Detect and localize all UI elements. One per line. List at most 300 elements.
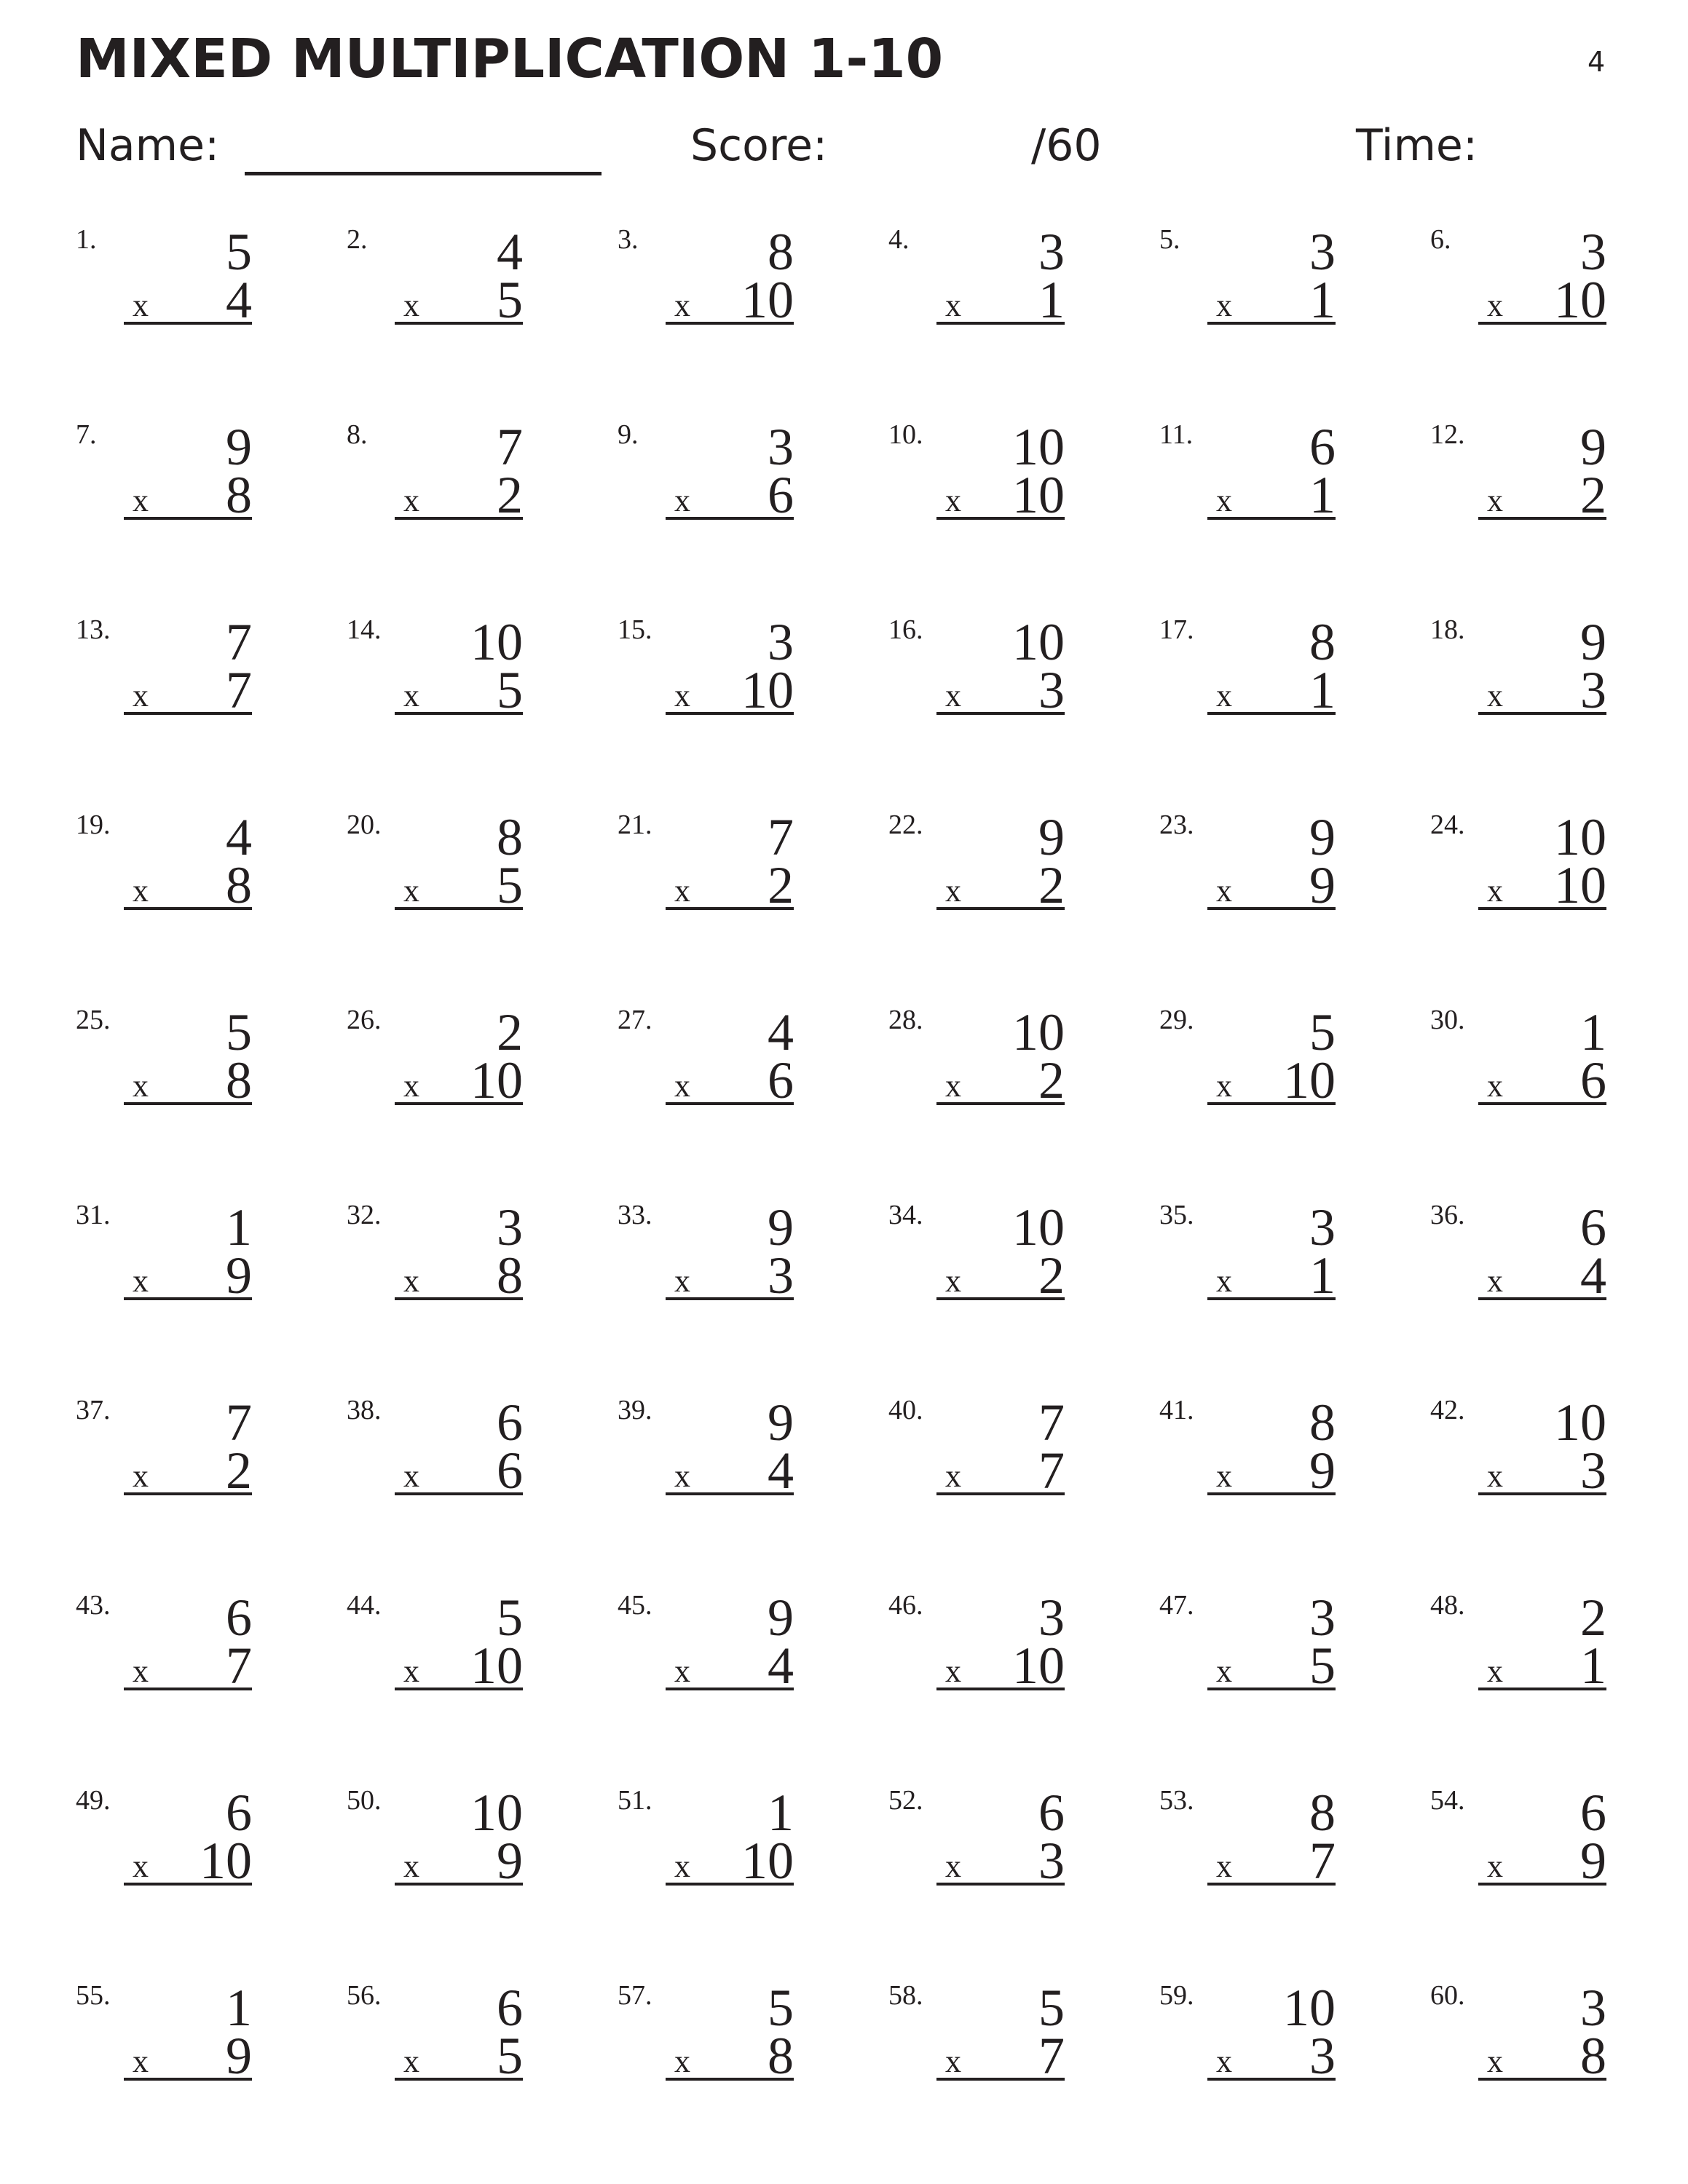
- multiplier: 10: [1012, 466, 1065, 524]
- multiplicand: 9: [1580, 613, 1606, 671]
- problem-item: [347, 1393, 523, 1542]
- problem-item: [347, 1979, 523, 2127]
- answer-line: [936, 464, 1065, 524]
- multiplier: 8: [768, 2027, 794, 2085]
- answer-line: [1207, 1050, 1336, 1109]
- answer-line: [1207, 1440, 1336, 1500]
- multiplier: 9: [1309, 856, 1336, 914]
- problem-number: 32.: [347, 1200, 382, 1230]
- answer-line: [124, 1830, 252, 1890]
- answer-line: [124, 1050, 252, 1109]
- answer-line: [666, 1635, 794, 1695]
- multiply-sign: x: [1216, 2043, 1232, 2079]
- problem-number: 58.: [888, 1980, 923, 2011]
- answer-line: [936, 660, 1065, 719]
- problem-number: 40.: [888, 1395, 923, 1425]
- multiplier: 8: [1580, 2027, 1606, 2085]
- answer-line: [1478, 1440, 1606, 1500]
- multiplier: 3: [1038, 1832, 1065, 1890]
- problem-number: 21.: [618, 810, 652, 840]
- problem-number: 5.: [1159, 224, 1180, 255]
- multiplier: 2: [1038, 1051, 1065, 1109]
- multiplier: 7: [1038, 1441, 1065, 1500]
- problem-number: 10.: [888, 419, 923, 450]
- problem-number: 26.: [347, 1005, 382, 1035]
- problem-number: 9.: [618, 419, 639, 450]
- problem-number: 23.: [1159, 810, 1194, 840]
- multiplicand: 4: [226, 808, 252, 866]
- multiplicand: 5: [226, 223, 252, 281]
- multiply-sign: x: [1487, 1068, 1503, 1104]
- answer-line: [1207, 1635, 1336, 1695]
- problem-item: [347, 613, 523, 761]
- problem-number: 56.: [347, 1980, 382, 2011]
- multiply-sign: x: [945, 873, 961, 909]
- multiplicand: 7: [497, 418, 523, 476]
- multiplicand: 3: [1580, 223, 1606, 281]
- multiplicand: 6: [226, 1784, 252, 1842]
- problem-item: [888, 808, 1065, 957]
- problem-number: 29.: [1159, 1005, 1194, 1035]
- answer-line: [395, 1245, 523, 1305]
- answer-line: [124, 269, 252, 329]
- problem-number: 24.: [1430, 810, 1465, 840]
- multiply-sign: x: [133, 678, 149, 713]
- multiplier: 10: [741, 1832, 794, 1890]
- problem-item: [618, 613, 794, 761]
- answer-line: [124, 1245, 252, 1305]
- answer-line: [1478, 1050, 1606, 1109]
- multiplicand: 10: [1012, 1198, 1065, 1257]
- multiplier: 6: [768, 1051, 794, 1109]
- multiply-sign: x: [403, 2043, 419, 2079]
- multiplicand: 3: [768, 418, 794, 476]
- problem-item: [1430, 1588, 1606, 1737]
- multiply-sign: x: [403, 678, 419, 713]
- multiply-sign: x: [945, 1068, 961, 1104]
- multiply-sign: x: [403, 1068, 419, 1104]
- multiplier: 2: [1038, 856, 1065, 914]
- problem-number: 31.: [76, 1200, 111, 1230]
- multiply-sign: x: [945, 678, 961, 713]
- multiply-sign: x: [1216, 678, 1232, 713]
- answer-line: [1207, 464, 1336, 524]
- multiplier: 5: [1309, 1637, 1336, 1695]
- answer-line: [124, 855, 252, 914]
- problem-item: [888, 1588, 1065, 1737]
- multiplier: 9: [226, 2027, 252, 2085]
- answer-line: [1207, 269, 1336, 329]
- multiplier: 7: [226, 661, 252, 719]
- problem-item: [1430, 1393, 1606, 1542]
- problem-number: 27.: [618, 1005, 652, 1035]
- problem-number: 15.: [618, 614, 652, 645]
- multiplicand: 3: [768, 613, 794, 671]
- multiply-sign: x: [133, 1458, 149, 1494]
- problem-item: [618, 1588, 794, 1737]
- multiply-sign: x: [133, 873, 149, 909]
- problem-number: 51.: [618, 1785, 652, 1816]
- problem-item: [618, 1003, 794, 1152]
- multiplier: 10: [741, 661, 794, 719]
- multiply-sign: x: [674, 873, 690, 909]
- problem-item: [1430, 1198, 1606, 1347]
- problem-item: [618, 223, 794, 371]
- multiplicand: 10: [470, 1784, 523, 1842]
- problem-number: 36.: [1430, 1200, 1465, 1230]
- multiplier: 2: [497, 466, 523, 524]
- problem-item: [888, 1198, 1065, 1347]
- multiplier: 4: [768, 1637, 794, 1695]
- problem-number: 41.: [1159, 1395, 1194, 1425]
- problem-item: [1430, 1979, 1606, 2127]
- multiplier: 2: [1580, 466, 1606, 524]
- multiplier: 10: [1554, 271, 1606, 329]
- multiplier: 8: [226, 856, 252, 914]
- multiplier: 7: [1309, 1832, 1336, 1890]
- problem-item: [1159, 1393, 1336, 1542]
- problem-item: [888, 1003, 1065, 1152]
- multiply-sign: x: [674, 678, 690, 713]
- multiplicand: 10: [1554, 808, 1606, 866]
- multiplier: 4: [768, 1441, 794, 1500]
- multiply-sign: x: [1487, 678, 1503, 713]
- problem-number: 39.: [618, 1395, 652, 1425]
- answer-line: [1207, 1830, 1336, 1890]
- multiplier: 2: [1038, 1246, 1065, 1305]
- answer-line: [666, 855, 794, 914]
- name-label: Name:: [76, 120, 220, 171]
- multiplier: 5: [497, 2027, 523, 2085]
- multiplier: 6: [768, 466, 794, 524]
- multiplier: 10: [1012, 1637, 1065, 1695]
- problem-item: [1159, 1979, 1336, 2127]
- answer-line: [936, 269, 1065, 329]
- problem-item: [347, 223, 523, 371]
- answer-line: [1478, 464, 1606, 524]
- multiplicand: 10: [1012, 1003, 1065, 1061]
- multiplier: 7: [1038, 2027, 1065, 2085]
- multiplicand: 9: [1580, 418, 1606, 476]
- problem-number: 14.: [347, 614, 382, 645]
- problem-number: 43.: [76, 1590, 111, 1621]
- multiplicand: 2: [497, 1003, 523, 1061]
- answer-line: [124, 1635, 252, 1695]
- multiply-sign: x: [945, 1848, 961, 1884]
- multiplier: 4: [1580, 1246, 1606, 1305]
- problem-item: [618, 808, 794, 957]
- problem-number: 2.: [347, 224, 368, 255]
- problem-number: 48.: [1430, 1590, 1465, 1621]
- multiply-sign: x: [945, 1263, 961, 1299]
- problem-number: 18.: [1430, 614, 1465, 645]
- multiplicand: 6: [1309, 418, 1336, 476]
- multiplicand: 4: [768, 1003, 794, 1061]
- multiply-sign: x: [674, 288, 690, 323]
- multiply-sign: x: [1216, 483, 1232, 518]
- answer-line: [1478, 855, 1606, 914]
- multiplier: 1: [1309, 466, 1336, 524]
- multiplicand: 7: [226, 1393, 252, 1452]
- answer-line: [395, 1440, 523, 1500]
- multiplicand: 7: [768, 808, 794, 866]
- multiplier: 1: [1309, 661, 1336, 719]
- multiply-sign: x: [945, 1653, 961, 1689]
- problem-number: 50.: [347, 1785, 382, 1816]
- problem-number: 45.: [618, 1590, 652, 1621]
- problem-item: [888, 1784, 1065, 1932]
- problem-item: [888, 1393, 1065, 1542]
- multiplier: 10: [470, 1051, 523, 1109]
- problem-number: 22.: [888, 810, 923, 840]
- multiplicand: 10: [1283, 1979, 1336, 2037]
- problem-item: [1430, 1003, 1606, 1152]
- multiplier: 5: [497, 856, 523, 914]
- problem-number: 30.: [1430, 1005, 1465, 1035]
- multiply-sign: x: [674, 1848, 690, 1884]
- problem-item: [1159, 613, 1336, 761]
- answer-line: [395, 660, 523, 719]
- multiplier: 9: [1580, 1832, 1606, 1890]
- problem-item: [1430, 1784, 1606, 1932]
- multiply-sign: x: [133, 1653, 149, 1689]
- problem-number: 52.: [888, 1785, 923, 1816]
- score-total: /60: [1031, 120, 1102, 171]
- multiply-sign: x: [945, 288, 961, 323]
- answer-line: [124, 660, 252, 719]
- multiplicand: 6: [226, 1588, 252, 1647]
- multiply-sign: x: [1487, 1458, 1503, 1494]
- multiplier: 9: [497, 1832, 523, 1890]
- answer-line: [666, 1245, 794, 1305]
- problem-item: [1430, 613, 1606, 761]
- answer-line: [1478, 1635, 1606, 1695]
- multiply-sign: x: [403, 483, 419, 518]
- multiplier: 9: [1309, 1441, 1336, 1500]
- answer-line: [124, 2025, 252, 2085]
- multiplier: 1: [1580, 1637, 1606, 1695]
- problem-number: 28.: [888, 1005, 923, 1035]
- multiplier: 10: [200, 1832, 252, 1890]
- multiplier: 1: [1309, 1246, 1336, 1305]
- problem-number: 8.: [347, 419, 368, 450]
- multiplicand: 5: [226, 1003, 252, 1061]
- multiplicand: 1: [768, 1784, 794, 1842]
- multiplicand: 9: [768, 1198, 794, 1257]
- multiply-sign: x: [945, 2043, 961, 2079]
- worksheet-title: MIXED MULTIPLICATION 1-10: [76, 28, 944, 90]
- multiplicand: 8: [768, 223, 794, 281]
- multiply-sign: x: [403, 288, 419, 323]
- multiply-sign: x: [133, 483, 149, 518]
- answer-line: [936, 1830, 1065, 1890]
- multiply-sign: x: [403, 1848, 419, 1884]
- multiply-sign: x: [1216, 288, 1232, 323]
- multiply-sign: x: [674, 1263, 690, 1299]
- problem-item: [1159, 808, 1336, 957]
- answer-line: [124, 464, 252, 524]
- multiplier: 8: [226, 1051, 252, 1109]
- multiplicand: 7: [226, 613, 252, 671]
- answer-line: [666, 1830, 794, 1890]
- multiplicand: 6: [1580, 1198, 1606, 1257]
- multiply-sign: x: [1216, 1458, 1232, 1494]
- multiply-sign: x: [1487, 288, 1503, 323]
- answer-line: [1207, 855, 1336, 914]
- multiply-sign: x: [403, 1458, 419, 1494]
- problem-item: [76, 613, 252, 761]
- answer-line: [1207, 2025, 1336, 2085]
- multiplier: 10: [1554, 856, 1606, 914]
- multiplicand: 9: [1309, 808, 1336, 866]
- answer-line: [666, 269, 794, 329]
- multiplicand: 1: [1580, 1003, 1606, 1061]
- multiply-sign: x: [945, 483, 961, 518]
- problem-number: 16.: [888, 614, 923, 645]
- problem-item: [76, 1198, 252, 1347]
- problem-item: [76, 1784, 252, 1932]
- answer-line: [1207, 660, 1336, 719]
- multiplicand: 5: [768, 1979, 794, 2037]
- multiply-sign: x: [674, 1653, 690, 1689]
- problem-item: [618, 1979, 794, 2127]
- problem-number: 25.: [76, 1005, 111, 1035]
- problem-number: 13.: [76, 614, 111, 645]
- multiplicand: 10: [1012, 418, 1065, 476]
- multiplicand: 9: [768, 1393, 794, 1452]
- problem-number: 37.: [76, 1395, 111, 1425]
- problem-number: 54.: [1430, 1785, 1465, 1816]
- multiply-sign: x: [1487, 1653, 1503, 1689]
- problem-number: 38.: [347, 1395, 382, 1425]
- answer-line: [936, 2025, 1065, 2085]
- answer-line: [666, 660, 794, 719]
- multiplicand: 1: [226, 1198, 252, 1257]
- problem-number: 44.: [347, 1590, 382, 1621]
- multiply-sign: x: [674, 1068, 690, 1104]
- multiply-sign: x: [1216, 873, 1232, 909]
- multiplicand: 3: [1309, 1588, 1336, 1647]
- problem-number: 53.: [1159, 1785, 1194, 1816]
- multiplier: 3: [1038, 661, 1065, 719]
- problem-item: [888, 613, 1065, 761]
- multiplicand: 6: [1580, 1784, 1606, 1842]
- problem-item: [76, 418, 252, 566]
- multiplicand: 3: [1038, 223, 1065, 281]
- multiplicand: 1: [226, 1979, 252, 2037]
- problem-number: 55.: [76, 1980, 111, 2011]
- answer-line: [395, 1050, 523, 1109]
- multiplier: 7: [226, 1637, 252, 1695]
- problem-number: 57.: [618, 1980, 652, 2011]
- score-label: Score:: [690, 120, 828, 171]
- problem-number: 20.: [347, 810, 382, 840]
- problem-number: 59.: [1159, 1980, 1194, 2011]
- answer-line: [1478, 1830, 1606, 1890]
- answer-line: [936, 855, 1065, 914]
- multiply-sign: x: [1216, 1848, 1232, 1884]
- multiplicand: 8: [1309, 1784, 1336, 1842]
- multiply-sign: x: [1216, 1263, 1232, 1299]
- problem-number: 60.: [1430, 1980, 1465, 2011]
- answer-line: [1478, 1245, 1606, 1305]
- problem-item: [76, 1393, 252, 1542]
- answer-line: [936, 1635, 1065, 1695]
- problem-item: [347, 1198, 523, 1347]
- multiplicand: 6: [497, 1393, 523, 1452]
- multiplier: 10: [741, 271, 794, 329]
- multiply-sign: x: [674, 483, 690, 518]
- multiplicand: 5: [1038, 1979, 1065, 2037]
- multiply-sign: x: [1487, 2043, 1503, 2079]
- answer-line: [1478, 269, 1606, 329]
- multiplicand: 6: [497, 1979, 523, 2037]
- problem-number: 12.: [1430, 419, 1465, 450]
- answer-line: [666, 1050, 794, 1109]
- answer-line: [936, 1050, 1065, 1109]
- multiplicand: 3: [1580, 1979, 1606, 2037]
- multiplier: 3: [1309, 2027, 1336, 2085]
- multiply-sign: x: [1487, 873, 1503, 909]
- multiply-sign: x: [133, 1848, 149, 1884]
- multiply-sign: x: [1487, 1848, 1503, 1884]
- multiply-sign: x: [674, 2043, 690, 2079]
- multiply-sign: x: [133, 1068, 149, 1104]
- problem-number: 47.: [1159, 1590, 1194, 1621]
- multiply-sign: x: [403, 1653, 419, 1689]
- answer-line: [395, 464, 523, 524]
- multiplicand: 5: [497, 1588, 523, 1647]
- problem-item: [618, 1393, 794, 1542]
- multiplicand: 3: [497, 1198, 523, 1257]
- multiplicand: 6: [1038, 1784, 1065, 1842]
- problem-item: [1159, 1784, 1336, 1932]
- multiplier: 3: [768, 1246, 794, 1305]
- multiplicand: 10: [1012, 613, 1065, 671]
- multiplier: 10: [1283, 1051, 1336, 1109]
- problem-item: [1430, 808, 1606, 957]
- problem-number: 11.: [1159, 419, 1194, 450]
- problem-number: 17.: [1159, 614, 1194, 645]
- problem-item: [347, 418, 523, 566]
- problem-item: [618, 1784, 794, 1932]
- problem-number: 1.: [76, 224, 97, 255]
- problem-item: [888, 223, 1065, 371]
- multiplier: 3: [1580, 661, 1606, 719]
- multiplicand: 5: [1309, 1003, 1336, 1061]
- multiply-sign: x: [945, 1458, 961, 1494]
- multiplier: 4: [226, 271, 252, 329]
- multiplicand: 10: [1554, 1393, 1606, 1452]
- answer-line: [395, 269, 523, 329]
- answer-line: [124, 1440, 252, 1500]
- multiplicand: 9: [768, 1588, 794, 1647]
- problem-item: [1159, 418, 1336, 566]
- problem-item: [347, 1588, 523, 1737]
- multiplier: 9: [226, 1246, 252, 1305]
- answer-line: [666, 464, 794, 524]
- multiplier: 8: [226, 466, 252, 524]
- problem-number: 34.: [888, 1200, 923, 1230]
- multiply-sign: x: [1487, 483, 1503, 518]
- problem-number: 7.: [76, 419, 97, 450]
- problem-item: [1159, 1588, 1336, 1737]
- answer-line: [1207, 1245, 1336, 1305]
- multiplicand: 2: [1580, 1588, 1606, 1647]
- multiplicand: 8: [497, 808, 523, 866]
- multiply-sign: x: [1216, 1068, 1232, 1104]
- answer-line: [1478, 2025, 1606, 2085]
